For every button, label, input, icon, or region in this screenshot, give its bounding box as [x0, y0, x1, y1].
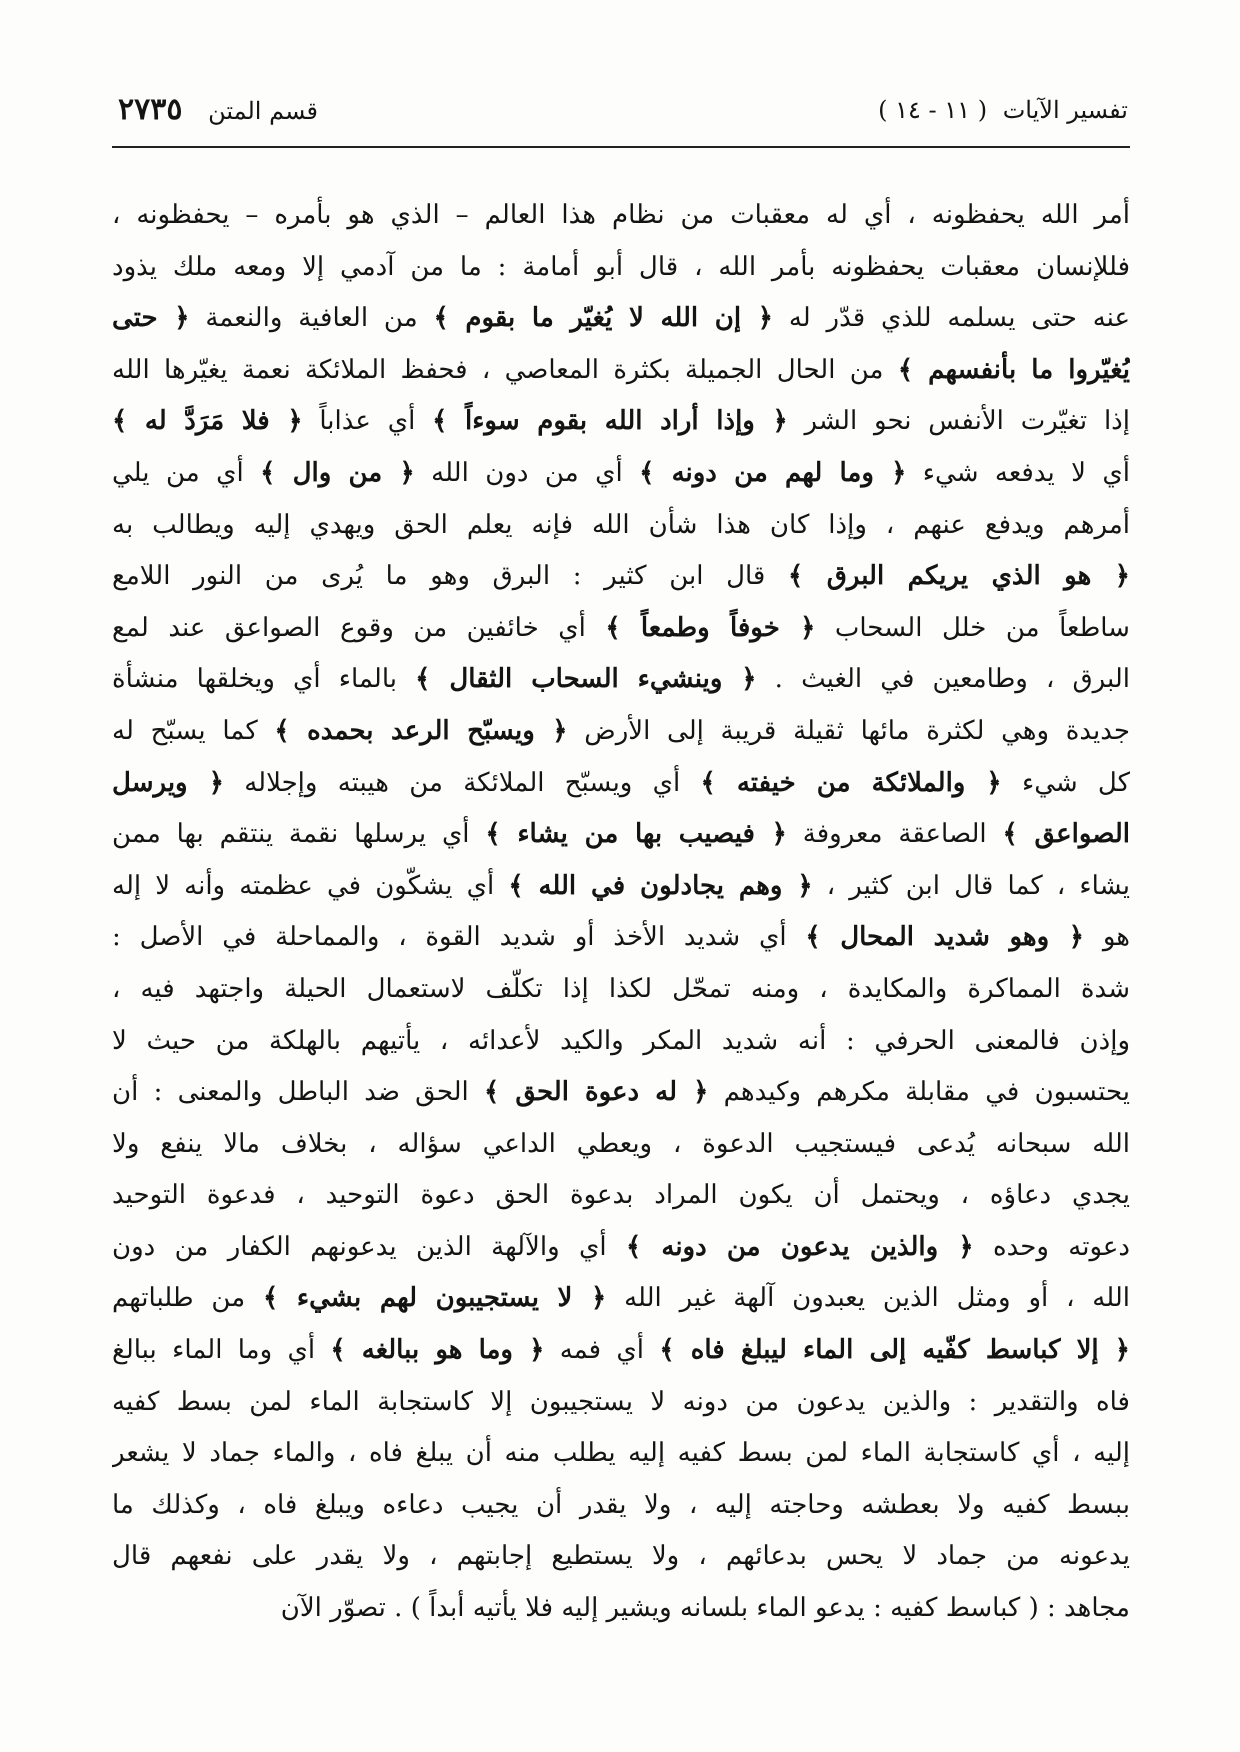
commentary-text: أي يشكّون في عظمته وأنه لا إله: [112, 870, 509, 901]
header-divider: [112, 146, 1130, 148]
commentary-text: إذا تغيّرت الأنفس نحو الشر: [787, 406, 1130, 437]
text-line: [112, 706, 1130, 758]
commentary-text: عنه حتى يسلمه للذي قدّر له: [773, 303, 1130, 334]
commentary-text: مجاهد : ( كباسط كفيه : يدعو الماء بلسانه ويشير إليه فلا يأتيه أبداً ) . تصوّر الآن: [280, 1593, 1130, 1624]
commentary-text: كما يسبّح له: [112, 715, 275, 746]
commentary-text: يحتسبون في مقابلة مكرهم وكيدهم: [708, 1077, 1130, 1108]
commentary-text: من طلباتهم: [112, 1283, 263, 1314]
commentary-text: فللإنسان معقبات يحفظونه بأمر الله ، قال أبو أمامة : ما من آدمي إلا ومعه ملك يذود: [112, 251, 1130, 282]
quran-quote: يُغيّروا ما بأنفسهم ﴾: [897, 354, 1130, 385]
commentary-text: أمرهم ويدفع عنهم ، وإذا كان هذا شأن الله فإنه يعلم الحق ويهدي إليه ويطالب به: [112, 509, 1130, 540]
commentary-text: فاه والتقدير : والذين يدعون من دونه لا يستجيبون إلا كاستجابة الماء لمن بسط كفيه: [112, 1386, 1130, 1417]
quran-quote: ﴿ وإذا أراد الله بقوم سوءاً ﴾: [432, 406, 788, 437]
quran-quote: ﴿ وما هو ببالغه ﴾: [330, 1335, 545, 1366]
commentary-text: الحق ضد الباطل والمعنى : أن: [112, 1077, 485, 1108]
text-line: [112, 603, 1130, 655]
running-title: [878, 96, 1128, 124]
commentary-text: أي شديد الأخذ أو شديد القوة ، والمماحلة في الأصل :: [112, 922, 806, 953]
commentary-text: أي من دون الله: [414, 457, 640, 488]
commentary-text: ساطعاً من خلل السحاب: [815, 612, 1130, 643]
text-line: [112, 758, 1130, 810]
commentary-text: أي خائفين من وقوع الصواعق عند لمع: [112, 612, 606, 643]
commentary-text: أمر الله يحفظونه ، أي له معقبات من نظام هذا العالم – الذي هو بأمره – يحفظونه ،: [112, 200, 1130, 230]
quran-quote: ﴿ من وال ﴾: [260, 457, 415, 488]
text-line: [112, 1273, 1130, 1325]
quran-quote: ﴿ فيصيب بها من يشاء ﴾: [485, 819, 787, 850]
text-line: [112, 1222, 1130, 1274]
commentary-text: ببسط كفيه ولا بعطشه وحاجته إليه ، ولا يقدر أن يجيب دعاءه ويبلغ فاه ، وكذلك ما: [112, 1489, 1130, 1520]
body-text: [112, 190, 1130, 1635]
quran-quote: ﴿ هو الذي يريكم البرق ﴾: [788, 561, 1130, 592]
text-line: [112, 551, 1130, 603]
quran-quote: ﴿ إن الله لا يُغيّر ما بقوم ﴾: [433, 303, 773, 334]
text-line: [112, 964, 1130, 1016]
commentary-text: يشاء ، كما قال ابن كثير ،: [812, 870, 1130, 901]
quran-quote: ﴿ وما لهم من دونه ﴾: [639, 457, 907, 488]
quran-quote: ﴿ وهم يجادلون في الله ﴾: [508, 870, 813, 901]
page-number: ٢٧٣٥: [118, 92, 183, 127]
commentary-text: أي فمه: [544, 1335, 660, 1366]
commentary-text: أي عذاباً: [302, 406, 433, 437]
text-line: [112, 242, 1130, 294]
header-verse-range: ( ١١ - ١٤ ): [878, 96, 988, 124]
commentary-text: يدعونه من جماد لا يحس بدعائهم ، ولا يستطيع إجابتهم ، ولا يقدر على نفعهم قال: [112, 1541, 1130, 1572]
text-line: [112, 1377, 1130, 1429]
quran-quote: الصواعق ﴾: [1002, 819, 1130, 850]
text-line: [112, 1016, 1130, 1068]
quran-quote: ﴿ لا يستجيبون لهم بشيء ﴾: [263, 1283, 607, 1314]
commentary-text: قال ابن كثير : البرق وهو ما يُرى من النور اللامع: [112, 561, 789, 592]
header-section: قسم المتن: [208, 97, 318, 125]
commentary-text: جديدة وهي لكثرة مائها ثقيلة قريبة إلى الأرض: [567, 715, 1130, 746]
text-line: [112, 448, 1130, 500]
quran-quote: ﴿ فلا مَرَدَّ له ﴾: [112, 406, 303, 437]
commentary-text: هو: [1084, 922, 1130, 953]
text-line: [112, 1583, 1130, 1635]
commentary-text: الصاعقة معروفة: [786, 819, 1003, 850]
text-line: [112, 293, 1130, 345]
commentary-text: الله ، أو ومثل الذين يعبدون آلهة غير الله: [606, 1283, 1130, 1314]
commentary-text: البرق ، وطامعين في الغيث .: [756, 664, 1130, 695]
commentary-text: أي يرسلها نقمة ينتقم بها ممن: [112, 819, 486, 850]
commentary-text: دعوته وحده: [973, 1231, 1130, 1262]
quran-quote: ﴿ حتى: [112, 303, 190, 334]
commentary-text: وإذن فالمعنى الحرفي : أنه شديد المكر والكيد لأعدائه ، يأتيهم بالهلكة من حيث لا: [112, 1025, 1130, 1056]
commentary-text: من العافية والنعمة: [189, 303, 434, 334]
commentary-text: أي ويسبّح الملائكة من هيبته وإجلاله: [223, 767, 701, 798]
text-line: [112, 1170, 1130, 1222]
page-header: [118, 88, 1128, 140]
text-line: [112, 1531, 1130, 1583]
text-line: [112, 345, 1130, 397]
text-line: [112, 190, 1130, 242]
commentary-text: كل شيء: [1001, 767, 1130, 798]
quran-quote: ﴿ ويسبّح الرعد بحمده ﴾: [274, 715, 568, 746]
commentary-text: شدة المماكرة والمكايدة ، ومنه تمحّل لكذا إذا تكلّف لاستعمال الحيلة واجتهد فيه ،: [112, 973, 1130, 1004]
quran-quote: ﴿ وهو شديد المحال ﴾: [805, 922, 1085, 953]
text-line: [112, 1067, 1130, 1119]
header-title: تفسير الآيات: [1002, 96, 1128, 124]
text-line: [112, 809, 1130, 861]
commentary-text: الله سبحانه يُدعى فيستجيب الدعوة ، ويعطي الداعي سؤاله ، بخلاف مالا ينفع ولا: [112, 1128, 1130, 1159]
text-line: [112, 1428, 1130, 1480]
quran-quote: ﴿ وينشيء السحاب الثقال ﴾: [415, 664, 757, 695]
quran-quote: ﴿ والذين يدعون من دونه ﴾: [625, 1231, 974, 1262]
commentary-text: إليه ، أي كاستجابة الماء لمن بسط كفيه إليه يطلب منه أن يبلغ فاه ، والماء جماد لا يشعر: [112, 1438, 1130, 1469]
commentary-text: أي وما الماء ببالغ: [112, 1335, 331, 1366]
quran-quote: ﴿ والملائكة من خيفته ﴾: [700, 767, 1002, 798]
text-line: [112, 1119, 1130, 1171]
commentary-text: أي والآلهة الذين يدعونهم الكفار من دون: [112, 1231, 626, 1262]
text-line: [112, 912, 1130, 964]
text-line: [112, 861, 1130, 913]
quran-quote: ﴿ إلا كباسط كفّيه إلى الماء ليبلغ فاه ﴾: [659, 1335, 1130, 1366]
text-line: [112, 654, 1130, 706]
text-line: [112, 1480, 1130, 1532]
text-line: [112, 500, 1130, 552]
text-line: [112, 396, 1130, 448]
text-line: [112, 1325, 1130, 1377]
quran-quote: ﴿ خوفاً وطمعاً ﴾: [605, 612, 816, 643]
commentary-text: من الحال الجميلة بكثرة المعاصي ، فحفظ الملائكة نعمة يغيّرها الله: [112, 354, 898, 385]
quran-quote: ﴿ ويرسل: [112, 767, 224, 798]
commentary-text: بالماء أي ويخلقها منشأة: [112, 664, 416, 695]
section-and-page: [118, 92, 318, 127]
commentary-text: أي لا يدفعه شيء: [906, 457, 1130, 488]
quran-quote: ﴿ له دعوة الحق ﴾: [484, 1077, 709, 1108]
commentary-text: أي من يلي: [112, 457, 261, 488]
commentary-text: يجدي دعاؤه ، ويحتمل أن يكون المراد بدعوة الحق دعوة التوحيد ، فدعوة التوحيد: [112, 1180, 1130, 1211]
